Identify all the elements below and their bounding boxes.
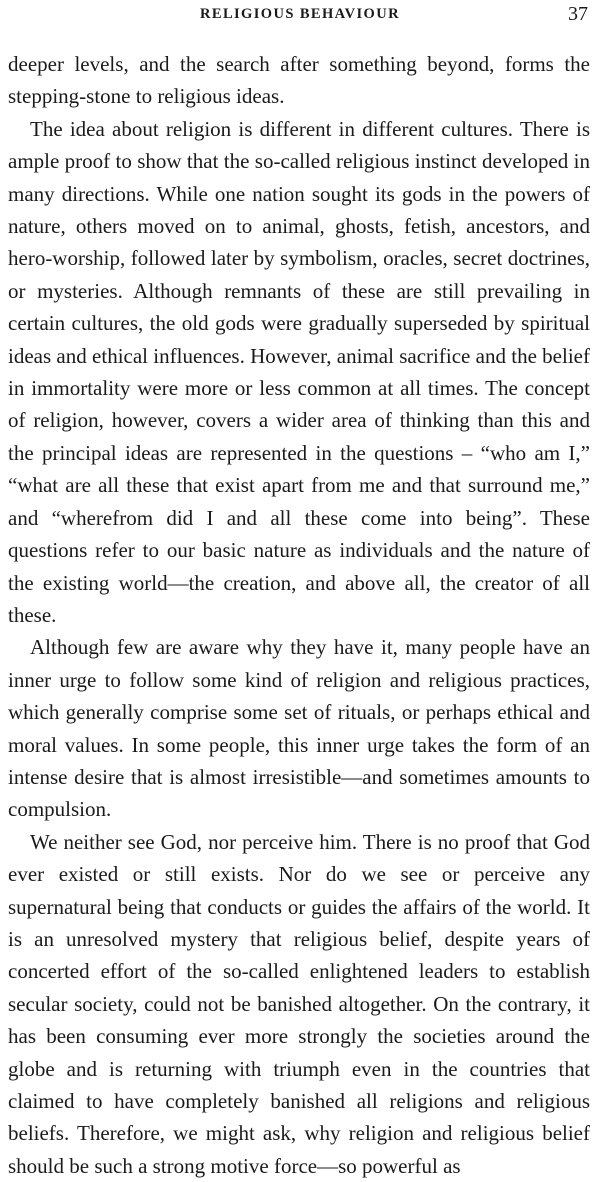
running-head: RELIGIOUS BEHAVIOUR [200, 6, 400, 22]
page-number: 37 [568, 3, 588, 25]
page-header [8, 4, 592, 28]
paragraph: Although few are aware why they have it, many people have an inner urge to follow some kind of religion and religious practices, which generally comprise some set of rituals, or perhaps ethical and moral values. In some people, this inner urge takes the form of an intense desire that is almost irresistible—and sometimes amounts to compulsion. [8, 635, 590, 822]
paragraph: deeper levels, and the search after something beyond, forms the stepping-stone to religious ideas. [8, 52, 590, 109]
paragraph: We neither see God, nor perceive him. There is no proof that God ever existed or still exists. Nor do we see or perceive any supernatural being that conducts or guides the affairs of the world. It is an unresolved mystery that religious belief, despite years of concerted effort of the so-called enlightened leaders to establish secular society, could not be banished altogether. On the contrary, it has been consuming ever more strongly the societies around the globe and is returning with triumph even in the countries that claimed to have completely banished all religions and religious beliefs. Therefore, we might ask, why religion and religious belief should be such a strong motive force—so powerful as [8, 829, 590, 1178]
body-text [8, 48, 590, 1182]
paragraph: The idea about religion is different in different cultures. There is ample proof to show that the so-called religious instinct developed in many directions. While one nation sought its gods in the powers of nature, others moved on to animal, ghosts, fetish, ancestors, and hero-worship, followed later by symbolism, oracles, secret doctrines, or mysteries. Although remnants of these are still prevailing in certain cultures, the old gods were gradually superseded by spiritual ideas and ethical influences. However, animal sacrifice and the belief in immortality were more or less common at all times. The concept of religion, however, covers a wider area of thinking than this and the principal ideas are represented in the questions – “who am I,” “what are all these that exist apart from me and that surround me,” and “wherefrom did I and all these come into being”. These questions refer to our basic nature as individuals and the nature of the existing world—the creation, and above all, the creator of all these. [8, 116, 590, 627]
